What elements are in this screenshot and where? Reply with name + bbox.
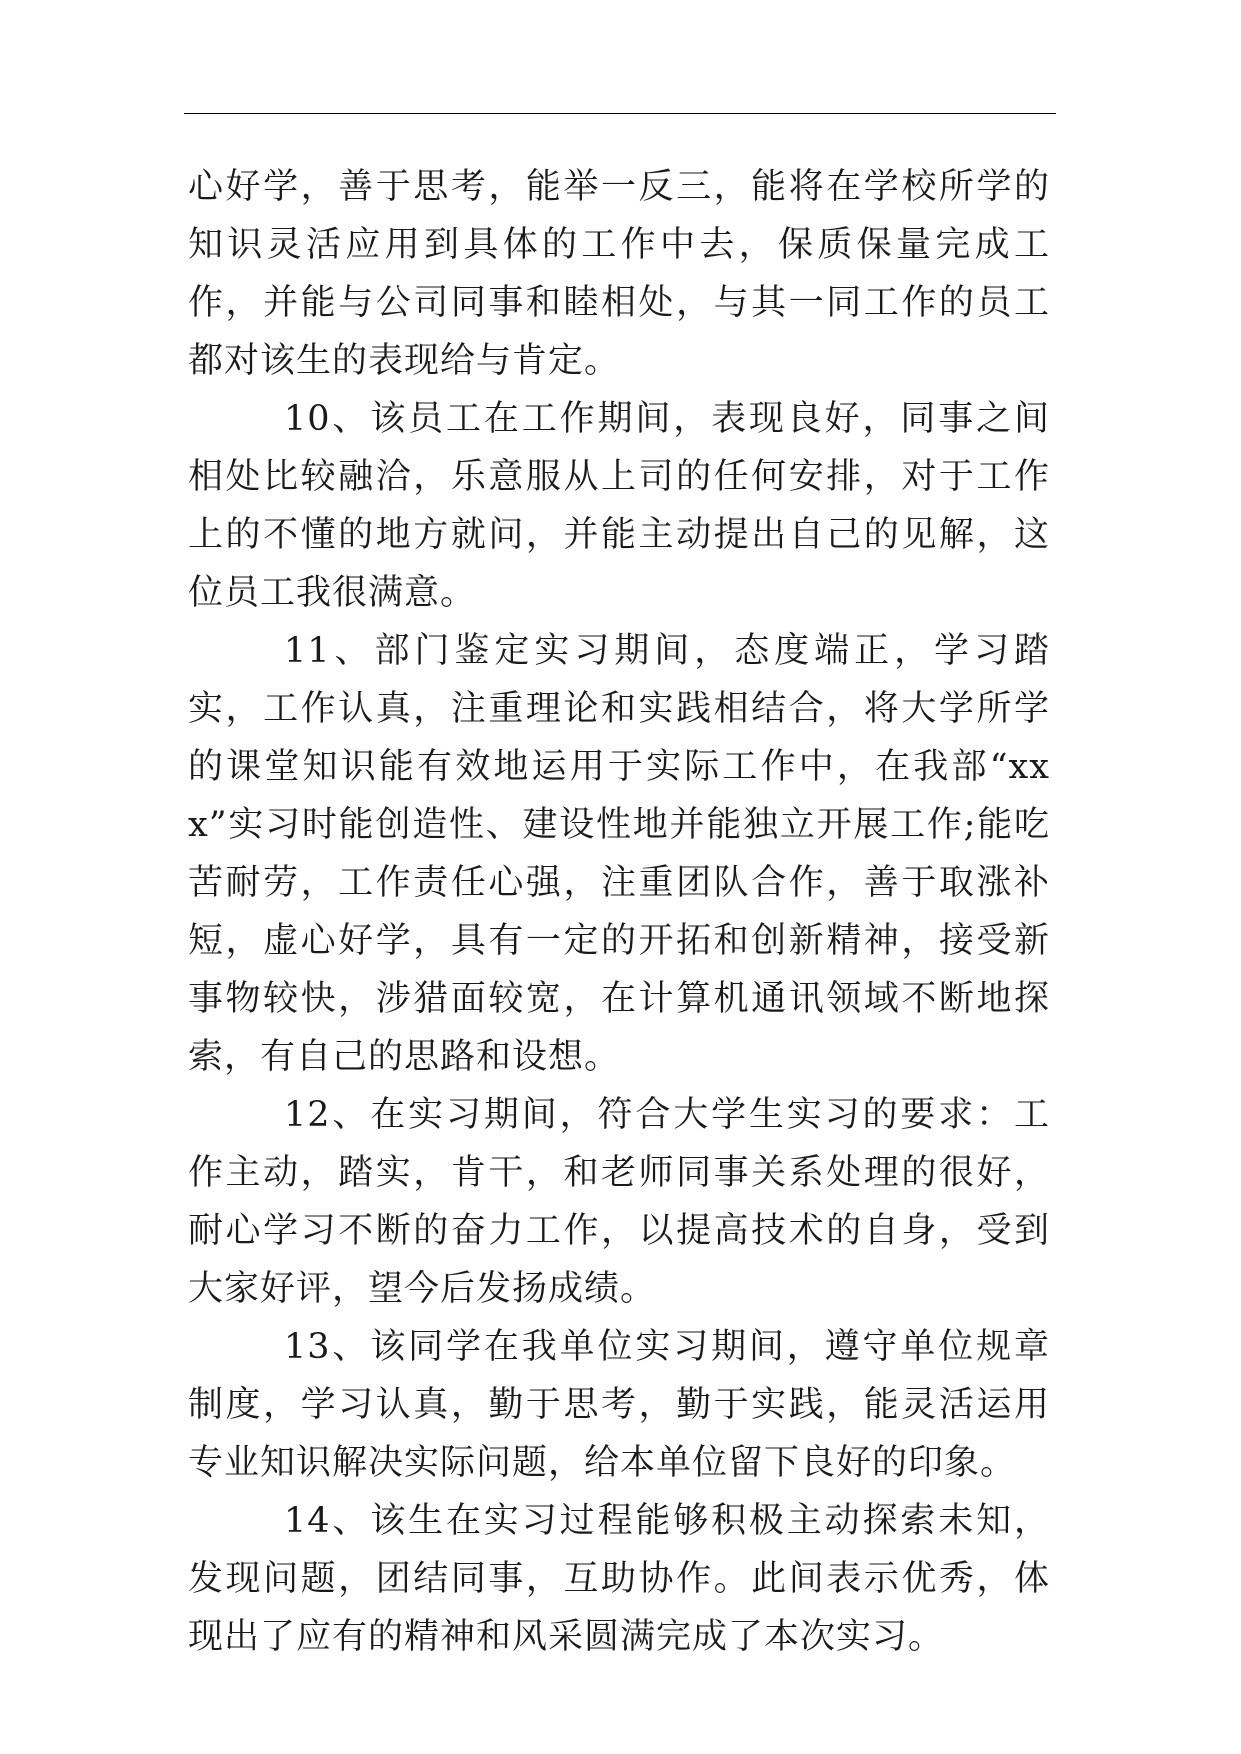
paragraph-11: 11、部门鉴定实习期间，态度端正，学习踏实，工作认真，注重理论和实践相结合，将大学所学的课堂知识能有效地运用于实际工作中，在我部“xxx”实习时能创造性、建设性地并能独立开展工作;能吃苦耐劳，工作责任心强，注重团队合作，善于取涨补短，虚心好学，具有一定的开拓和创新精神，接受新事物较快，涉猎面较宽，在计算机通讯领域不断地探索，有自己的思路和设想。 (188, 631, 1050, 1077)
header-rule (184, 113, 1056, 114)
paragraph-continued: 心好学，善于思考，能举一反三，能将在学校所学的知识灵活应用到具体的工作中去，保质保量完成工作，并能与公司同事和睦相处，与其一同工作的员工都对该生的表现给与肯定。 (188, 167, 1050, 381)
paragraph-12: 12、在实习期间，符合大学生实习的要求：工作主动，踏实，肯干，和老师同事关系处理的很好，耐心学习不断的奋力工作，以提高技术的自身，受到大家好评，望今后发扬成绩。 (188, 1095, 1050, 1309)
document-body (188, 158, 1050, 1666)
paragraph-10: 10、该员工在工作期间，表现良好，同事之间相处比较融洽，乐意服从上司的任何安排，对于工作上的不懂的地方就问，并能主动提出自己的见解，这位员工我很满意。 (188, 399, 1050, 613)
paragraph-13: 13、该同学在我单位实习期间，遵守单位规章制度，学习认真，勤于思考，勤于实践，能灵活运用专业知识解决实际问题，给本单位留下良好的印象。 (188, 1327, 1050, 1483)
paragraph-14: 14、该生在实习过程能够积极主动探索未知，发现问题，团结同事，互助协作。此间表示优秀，体现出了应有的精神和风采圆满完成了本次实习。 (188, 1501, 1050, 1657)
